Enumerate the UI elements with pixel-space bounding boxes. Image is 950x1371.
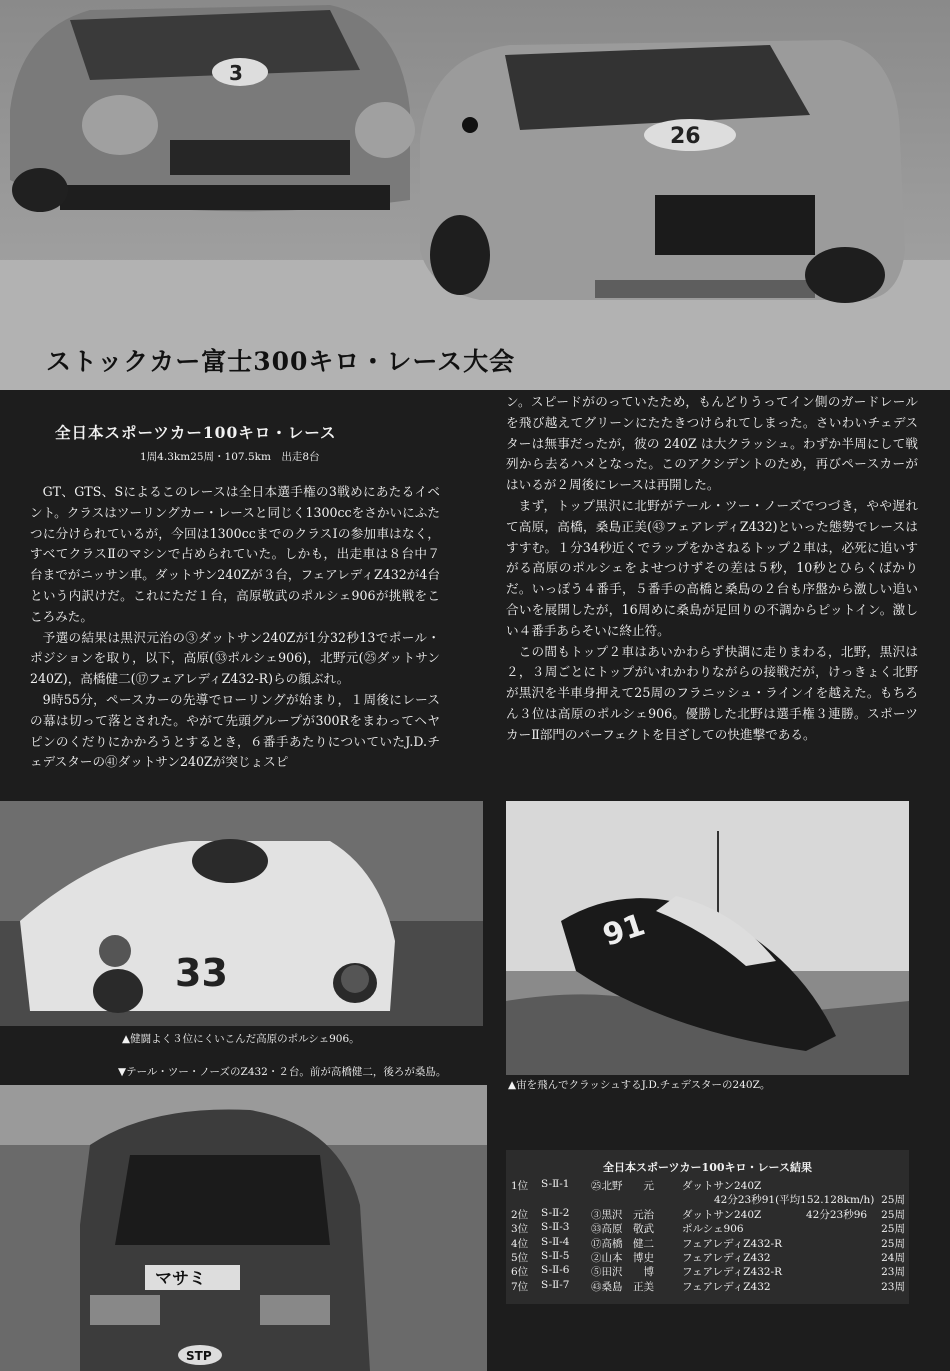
result-class: S-Ⅱ-1 (541, 1178, 570, 1190)
result-position: 2位 (511, 1208, 529, 1221)
result-driver: ③黒沢 元治 (591, 1208, 654, 1221)
porsche-car-number: 33 (175, 951, 228, 995)
result-laps: 24周 (881, 1251, 905, 1264)
result-class: S-Ⅱ-7 (541, 1278, 570, 1291)
result-class: S-Ⅱ-5 (541, 1249, 570, 1262)
result-laps: 23周 (881, 1266, 905, 1279)
article-paragraph: 予選の結果は黒沢元治の③ダットサン240Zが1分32秒13でポール・ポジションを取り，以下，高原(㉝ポルシェ906)，北野元(㉕ダットサン240Z)，高橋健二(⑰フェアレディZ432-R)らの顔ぶれ。 (30, 629, 440, 687)
result-position: 1位 (511, 1180, 529, 1192)
result-position: 7位 (511, 1280, 529, 1293)
results-row (506, 1236, 909, 1250)
crash-caption: ▲宙を飛んでクラッシュするJ.D.チェデスターの240Z。 (508, 1079, 771, 1091)
results-row (506, 1192, 909, 1206)
article-paragraph: GT、GTS、Sによるこのレースは全日本選手権の3戦めにあたるイベント。クラスはツーリングカー・レースと同じく1300ccをさかいにふたつに分けられているが，今回は1300ccまでのクラスⅠの参加車はなく，すべてクラスⅡのマシンで占められていた。しかも，出走車は８台中７台までがニッサン車。ダットサン240Zが３台，フェアレディZ432が4台という内訳けだ。これにただ１台，高原敬武のポルシェ906が挑戦をこころみた。 (30, 484, 440, 624)
result-laps: 25周 (881, 1237, 905, 1250)
z432-plate-text: マサミ (155, 1269, 206, 1289)
porsche-photo (0, 801, 483, 1026)
hero-car-number-26: 26 (670, 124, 701, 149)
result-laps: 25周 (881, 1223, 905, 1236)
result-driver: ⑰高橋 健二 (591, 1237, 654, 1250)
result-class: S-Ⅱ-4 (541, 1235, 570, 1248)
article-column-left (30, 482, 440, 773)
result-driver: ㊸桑島 正美 (591, 1280, 654, 1293)
result-car: フェアレディZ432-R (682, 1266, 783, 1279)
result-car: ポルシェ906 (682, 1223, 744, 1236)
z432-caption: ▼テール・ツー・ノーズのZ432・２台。前が高橋健二，後ろが桑島。 (118, 1066, 447, 1078)
hero-photo (0, 0, 950, 390)
results-row (506, 1250, 909, 1264)
result-car: フェアレディZ432 (682, 1251, 771, 1264)
article-paragraph: ン。スピードがのっていたため，もんどりうってイン側のガードレールを飛び越えてグリーンにたたきつけられてしまった。さいわいチェデスターは無事だったが，彼の 240Z は大クラッシュ。わずか半周にして戦列から去るハメとなった。このアクシデントのため，再びペースカーがはいるが２周後にレースは再開した。 (506, 394, 918, 493)
result-car: ダットサン240Z (682, 1180, 762, 1192)
result-class: S-Ⅱ-6 (541, 1264, 570, 1277)
result-position: 4位 (511, 1237, 529, 1250)
article-subtitle: 1周4.3km25周・107.5km 出走8台 (140, 451, 320, 463)
results-table (506, 1150, 909, 1304)
results-row (506, 1178, 909, 1192)
result-time: 42分23秒91(平均152.128km/h) (714, 1194, 875, 1207)
result-driver: ㉕北野 元 (591, 1180, 654, 1192)
porsche-caption: ▲健闘よく３位にくいこんだ高原のポルシェ906。 (122, 1033, 360, 1045)
result-driver: ㉝高原 敬武 (591, 1223, 654, 1236)
result-time: 42分23秒96 (806, 1208, 868, 1221)
results-row (506, 1221, 909, 1235)
result-position: 6位 (511, 1266, 529, 1279)
article-column-right (506, 392, 918, 746)
z432-photo (0, 1085, 487, 1371)
hero-caption: ストックカー富士300キロ・レース大会 (46, 347, 516, 376)
z432-stp-badge: STP (186, 1349, 212, 1363)
result-position: 3位 (511, 1223, 529, 1236)
result-car: フェアレディZ432-R (682, 1237, 783, 1250)
result-driver: ②山本 博史 (591, 1251, 654, 1264)
result-position: 5位 (511, 1251, 529, 1264)
result-class: S-Ⅱ-3 (541, 1221, 570, 1234)
crash-photo (506, 801, 909, 1075)
result-driver: ⑤田沢 博 (591, 1266, 654, 1279)
article-paragraph: 9時55分，ペースカーの先導でローリングが始まり，１周後にレースの幕は切って落とされた。やがて先頭グループが300Rをまわってヘヤピンのくだりにかかろうとするとき，６番手あたりについていたJ.D.チェデスターの㊶ダットサン240Zが突じょスピ (30, 691, 440, 770)
result-laps: 25周 (881, 1208, 905, 1221)
result-car: フェアレディZ432 (682, 1280, 771, 1293)
hero-car-number-3: 3 (229, 61, 243, 85)
article-paragraph: この間もトップ２車はあいかわらず快調に走りまわる，北野，黒沢は２，３周ごとにトップがいれかわりながらの接戦だが，けっきょく北野が黒沢を半車身押えて25周のフラニッシュ・ラインイを越えた。もちろん３位は高原のポルシェ906。優勝した北野は選手権３連勝。スポーツカーⅡ部門のパーフェクトを目ざしての快進撃である。 (506, 643, 918, 742)
result-class: S-Ⅱ-2 (541, 1206, 570, 1219)
article-title: 全日本スポーツカー100キロ・レース (55, 423, 337, 442)
article-paragraph: まず，トップ黒沢に北野がテール・ツー・ノーズでつづき，やや遅れて高原，高橋，桑島正美(㊸フェアレディZ432)といった態勢でレースはすすむ。１分34秒近くでラップをかさねるトップ２車は，必死に追いすがる高原のポルシェをよせつけずその差は５秒，10秒とひらくばかりだ。いっぽう４番手，５番手の高橋と桑島の２台も序盤から激しい追い合いを展開したが，16周めに桑島が足回りの不調からピットイン。激しい４番手あらそいに終止符。 (506, 497, 918, 638)
result-laps: 23周 (881, 1280, 905, 1293)
results-row (506, 1207, 909, 1221)
result-laps: 25周 (881, 1194, 905, 1207)
results-row (506, 1264, 909, 1278)
results-title: 全日本スポーツカー100キロ・レース結果 (603, 1161, 812, 1174)
results-row (506, 1279, 909, 1293)
crash-car-number: 91 (598, 907, 650, 954)
result-car: ダットサン240Z (682, 1208, 762, 1221)
